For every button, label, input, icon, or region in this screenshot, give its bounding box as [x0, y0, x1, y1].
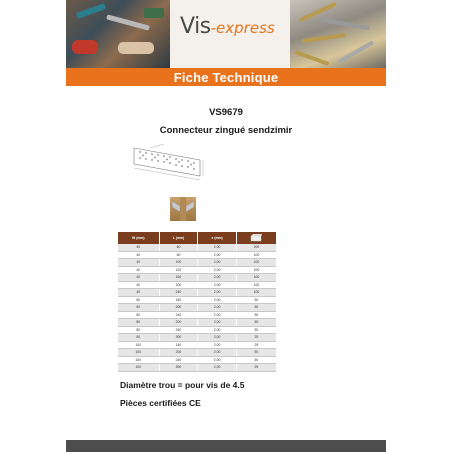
- table-cell: 40: [118, 251, 159, 259]
- table-cell: 2,00: [198, 304, 236, 312]
- table-row: [118, 304, 276, 312]
- logo-main-text: Vis: [180, 14, 211, 39]
- table-cell: 140: [159, 341, 198, 349]
- hole-diameter-note: Diamètre trou = pour vis de 4.5: [120, 380, 245, 390]
- table-row: [118, 356, 276, 364]
- table-cell: 2,00: [198, 251, 236, 259]
- table-cell: 100: [236, 289, 276, 297]
- table-cell: 200: [159, 281, 198, 289]
- table-cell: 300: [159, 364, 198, 372]
- page-title: Fiche Technique: [173, 69, 279, 85]
- box-icon: [250, 234, 262, 242]
- table-cell: 100: [236, 259, 276, 267]
- table-cell: 2,00: [198, 281, 236, 289]
- table-row: [118, 364, 276, 372]
- table-row: [118, 311, 276, 319]
- table-cell: 300: [159, 334, 198, 342]
- vis-express-logo: [180, 14, 290, 50]
- table-cell: 25: [236, 334, 276, 342]
- column-header-width: W (mm): [118, 232, 159, 244]
- table-cell: 100: [118, 364, 159, 372]
- table-cell: 80: [118, 326, 159, 334]
- table-cell: 60: [159, 244, 198, 251]
- table-row: [118, 244, 276, 251]
- table-cell: 240: [159, 311, 198, 319]
- table-cell: 100: [159, 259, 198, 267]
- table-cell: 100: [118, 349, 159, 357]
- table-cell: 240: [159, 356, 198, 364]
- table-cell: 2,00: [198, 319, 236, 327]
- logo-accent-text: -express: [210, 19, 275, 37]
- table-cell: 2,00: [198, 296, 236, 304]
- table-cell: 200: [159, 304, 198, 312]
- table-cell: 100: [236, 281, 276, 289]
- table-row: [118, 266, 276, 274]
- screws-photo: [290, 0, 386, 68]
- table-row: [118, 259, 276, 267]
- table-cell: 50: [236, 326, 276, 334]
- table-cell: 60: [118, 304, 159, 312]
- table-cell: 60: [118, 296, 159, 304]
- table-cell: 2,00: [198, 311, 236, 319]
- table-cell: 50: [236, 296, 276, 304]
- table-cell: 2,00: [198, 266, 236, 274]
- table-cell: 100: [236, 274, 276, 282]
- spec-sheet: [66, 0, 386, 452]
- table-cell: 100: [236, 266, 276, 274]
- table-cell: 160: [159, 274, 198, 282]
- table-row: [118, 296, 276, 304]
- table-cell: 2,00: [198, 356, 236, 364]
- table-row: [118, 281, 276, 289]
- table-cell: 100: [118, 341, 159, 349]
- table-cell: 50: [236, 349, 276, 357]
- table-cell: 240: [159, 326, 198, 334]
- table-cell: 60: [118, 311, 159, 319]
- table-cell: 140: [159, 296, 198, 304]
- table-cell: 40: [118, 281, 159, 289]
- tools-photo: [66, 0, 170, 68]
- table-cell: 40: [118, 259, 159, 267]
- table-cell: 40: [118, 266, 159, 274]
- table-cell: 2,00: [198, 326, 236, 334]
- table-cell: 2,00: [198, 334, 236, 342]
- table-cell: 80: [159, 251, 198, 259]
- table-cell: 200: [159, 319, 198, 327]
- title-bar: [66, 68, 386, 86]
- table-cell: 200: [159, 349, 198, 357]
- table-cell: 40: [118, 274, 159, 282]
- table-cell: 100: [118, 356, 159, 364]
- column-header-length: L (mm): [159, 232, 198, 244]
- table-cell: 120: [159, 266, 198, 274]
- table-cell: 2,00: [198, 259, 236, 267]
- footer-bar: [66, 440, 386, 452]
- table-row: [118, 334, 276, 342]
- column-header-box: [236, 232, 276, 244]
- table-cell: 25: [236, 364, 276, 372]
- table-cell: 50: [236, 356, 276, 364]
- table-cell: 240: [159, 289, 198, 297]
- table-row: [118, 251, 276, 259]
- product-reference: VS9679: [209, 107, 243, 118]
- table-cell: 50: [236, 304, 276, 312]
- header-banner: [66, 0, 386, 68]
- product-name: Connecteur zingué sendzimir: [159, 125, 293, 136]
- table-cell: 2,00: [198, 341, 236, 349]
- table-cell: 200: [236, 244, 276, 251]
- table-header-row: [118, 232, 276, 244]
- table-row: [118, 289, 276, 297]
- table-row: [118, 326, 276, 334]
- table-cell: 2,00: [198, 274, 236, 282]
- table-cell: 80: [118, 334, 159, 342]
- table-cell: 40: [118, 289, 159, 297]
- table-cell: 2,00: [198, 289, 236, 297]
- plate-technical-drawing: [130, 142, 210, 192]
- table-row: [118, 349, 276, 357]
- table-cell: 50: [236, 319, 276, 327]
- table-row: [118, 341, 276, 349]
- table-cell: 100: [236, 251, 276, 259]
- column-header-thickness: e (mm): [198, 232, 236, 244]
- dimensions-table: [118, 232, 276, 372]
- table-cell: 2,00: [198, 244, 236, 251]
- connector-installation-photo: [170, 197, 196, 221]
- table-cell: 40: [118, 244, 159, 251]
- table-row: [118, 274, 276, 282]
- table-cell: 25: [236, 341, 276, 349]
- table-cell: 2,00: [198, 349, 236, 357]
- table-cell: 2,00: [198, 364, 236, 372]
- table-cell: 50: [236, 311, 276, 319]
- table-row: [118, 319, 276, 327]
- table-cell: 80: [118, 319, 159, 327]
- ce-certification-note: Pièces certifiées CE: [120, 398, 201, 408]
